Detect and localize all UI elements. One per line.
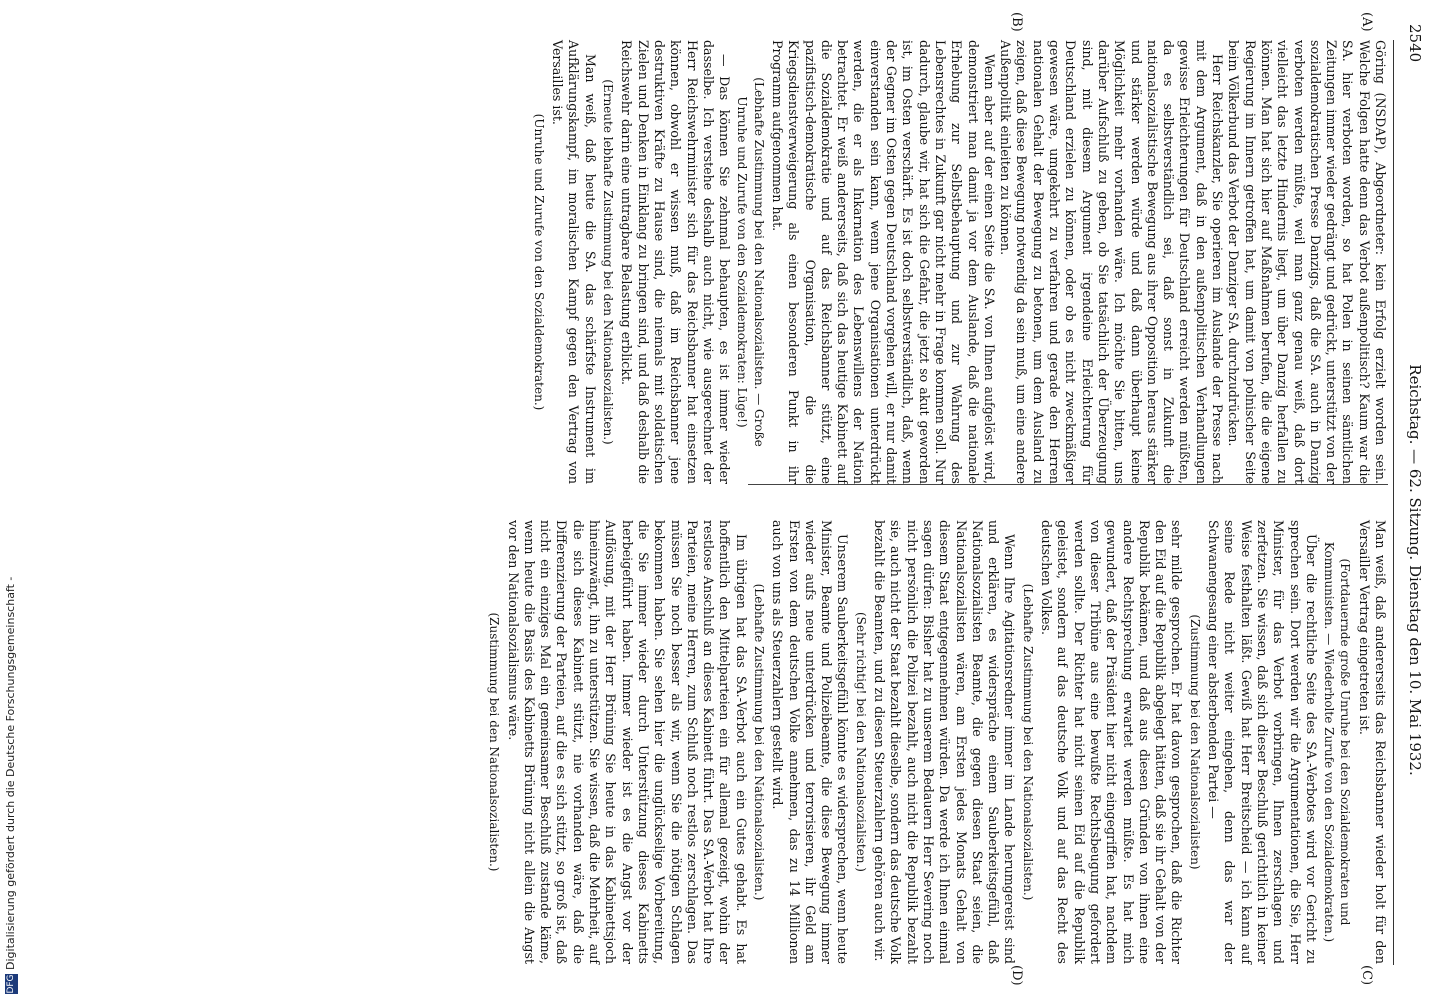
margin-mark-c: (C) [1359, 965, 1374, 986]
header-rule [1393, 40, 1394, 965]
digitization-credit [1, 0, 25, 1000]
right-paragraph: Über die rechtliche Seite des SA.-Verbotes wird vor Gericht zu sprechen sein. Dort werden wir die Argumentationen, die Sie, Herr Minister, für das Verbot vorbringen, Ihnen zerschlagen und zerfetzen. Sie wissen, daß sich dieser Beschluß gerichtlich in keiner Weise festhalten läßt. Gewiß hat Herr Breitscheid — ich kann auf seine Rede nicht weiter eingehen, denn das war der Schwanengesang einer absterbenden Partei — [1206, 520, 1319, 964]
right-reaction: (Fortdauernde große Unruhe bei den Sozialdemokraten und Kommunisten. — Wiederholte Zurufe von den Sozialdemokraten.) [1322, 541, 1353, 943]
page-number: 2540 [1406, 24, 1424, 63]
page-header [1400, 0, 1424, 1000]
left-reaction: (Lebhafte Zustimmung bei den Nationalsozialisten. — Große Unruhe und Zurufe von den Sozialdemokraten: Lüge!) [735, 77, 766, 447]
right-reaction: (Zustimmung bei den Nationalsozialisten.) [487, 612, 502, 872]
left-paragraph: Göring (NSDAP), Abgeordneter: kein Erfolg erzielt worden sein. Welche Folgen hatte denn das Verbot außenpolitisch? Kaum war die SA. hier verboten worden, so hat Polen in seinen sämtlichen Zeitungen immer wieder gedrängt und gedrückt, unterstützt von der sozialdemokratischen Presse Danzigs, daß die SA. auch in Danzig verboten werden müßte, weil man ganz genau weiß, daß dort vielleicht das letzte Hindernis liegt, um über Danzig herfallen zu können. Man hat sich hier auf Maßnahmen berufen, die die eigene Regierung im Innern getroffen hat, um damit von polnischer Seite beim Völkerbund das Verbot der Danziger SA. durchzudrücken. [1226, 40, 1388, 484]
dfg-logo-icon: DFG [6, 974, 16, 994]
left-column [531, 40, 1388, 484]
left-paragraph: Herr Reichskanzler, Sie operieren im Auslande der Presse nach mit dem Argument, daß in den außenpolitischen Verhandlungen gewisse Erleichterungen für Deutschland erreicht werden müßten, da es selbstverständlich sei, daß sonst in Zukunft die nationalsozialistische Bewegung aus ihrer Opposition heraus stärker und stärker werden würde und daß dann überhaupt keine Möglichkeit mehr vorhanden wäre. Ich möchte Sie bitten, uns darüber Aufschluß zu geben, ob Sie tatsächlich der Überzeugung sind, mit diesem Argument irgendeine Erleichterung für Deutschland erzielen zu können, oder ob es nicht zweckmäßiger gewesen wäre, umgekehrt zu verfahren und gerade den Herren nationalen Gehalt der Bewegung zu betonen, um dem Ausland zu zeigen, daß diese Bewegung notwendig da sein muß, um eine andere Außenpolitik einleiten zu können. [998, 40, 1226, 484]
right-paragraph: Man weiß, daß andererseits das Reichsbanner wieder holt für den Versailler Vertrag eingetreten ist. [1356, 520, 1388, 964]
right-paragraph: sehr milde gesprochen. Er hat davon gesprochen, daß die Richter den Eid auf die Republik abgelegt hätten, daß sie ihr Gehalt von der Republik bekämen, und daß aus diesen Gründen von ihnen eine andere Rechtsprechung erwartet werden müßte. Es hat mich gewundert, daß der Präsident hier nicht eingegriffen hat, nachdem von dieser Tribüne aus eine bewußte Rechtsbeugung gefordert werden sollte. Der Richter hat nicht seinen Eid auf die Republik geleistet, sondern auf das deutsche Volk und auf das Recht des deutschen Volkes. [1039, 520, 1185, 964]
right-column [487, 520, 1388, 964]
margin-mark-a: (A) [1359, 12, 1374, 32]
column-divider [748, 484, 1388, 485]
credit-text: Digitalisierung gefördert durch die Deutsche Forschungsgemeinschaft - [4, 576, 17, 970]
left-reaction: (Unruhe und Zurufe von den Sozialdemokraten.) [531, 113, 546, 411]
right-reaction: (Zustimmung bei den Nationalsozialisten) [1187, 614, 1202, 870]
right-reaction: (Lebhafte Zustimmung bei den Nationalsozialisten.) [752, 583, 767, 901]
margin-mark-b: (B) [1009, 12, 1024, 32]
right-paragraph: Im übrigen hat das SA.-Verbot auch ein Gutes gehabt. Es hat hoffentlich den Mittelparteien ein für allemal gezeigt, wohin der restlose Anschluß an dieses Kabinett führt. Das SA.-Verbot hat Ihre Parteien, meine Herren, zum Schluß noch restlos zerschlagen. Das müssen Sie noch besser als wir, wenn Sie die nötigen Schlagen bekommen haben. Sie sehen hier die unglückselige Vorbereitung, die Sie immer wieder durch Unterstützung dieses Kabinetts herbeigeführt haben. Immer wieder ist es die Angst vor der Auflösung, mit der Herr Brüning Sie heute in das Kabinettsjoch hineinzwängt, ihn zu unterstützen. Sie wissen, daß die Mehrheit, auf die sich dieses Kabinett stützt, nie vorhanden wäre, daß die Differenzierung der Parteien, auf die es sich stützt, so groß ist, daß nicht ein einziges Mal ein gemeinsamer Beschluß zustande käme, wenn heute die Basis des Kabinetts Brüning nicht allein die Angst vor den Nationalsozialismus wäre. [505, 520, 749, 964]
left-reaction: (Erneute lebhafte Zustimmung bei den Nationalsozialisten.) [601, 79, 616, 445]
right-paragraph: Unserem Sauberkeitsgefühl könnte es widersprechen, wenn heute Minister, Beamte und Polizeibeamte, die diese Bewegung immer wieder aufs neue unterdrücken und terrorisieren, ihr Geld am Ersten von dem deutschen Volke annehmen, das zu 14 Millionen auch von uns als Steuerzahlern gestellt wird. [770, 520, 851, 964]
margin-mark-d: (D) [1009, 965, 1024, 986]
right-reaction: (Sehr richtig! bei den Nationalsozialisten.) [853, 612, 868, 872]
right-reaction: (Lebhafte Zustimmung bei den Nationalsozialisten.) [1020, 583, 1035, 901]
left-paragraph: — Das können Sie zehnmal behaupten, es ist immer wieder dasselbe. Ich verstehe deshalb auch nicht, wie ausgerechnet der Herr Reichswehrminister sich für das Reichsbanner hat einsetzen können, obwohl er wissen muß, daß im Reichsbanner jene destruktiven Kräfte zu Hause sind, die niemals mit soldatischen Zielen und Denken in Einklang zu bringen sind, und daß deshalb die Reichswehr darin eine untragbare Belastung erblickt. [619, 40, 733, 484]
running-title: Reichstag. — 62. Sitzung. Dienstag den 10. Mai 1932. [1406, 364, 1424, 776]
left-paragraph: Man weiß, daß heute die SA. das schärfste Instrument im Aufklärungskampf, im moralischen Kampf gegen den Vertrag von Versailles ist. [550, 40, 598, 484]
right-paragraph: Wenn Ihre Agitationsredner immer im Lande herumgereist sind und erklären, es widerspräche einem Sauberkeitsgefühl, daß Nationalsozialisten Beamte, die gegen diesen Staat seien, die Nationalsozialisten wären, am Ersten jedes Monats Gehalt von diesem Staat entgegennehmen würden. Da werde ich Ihnen einmal sagen dürfen: Bisher hat zu unserem Bedauern Herr Severing noch nicht persönlich die Polizei bezahlt, auch nicht die Republik bezahlt sie, auch nicht der Staat bezahlt dieselbe, sondern das deutsche Volk bezahlt die Beamten, und zu diesen Steuerzahlern gehören auch wir. [872, 520, 1018, 964]
left-paragraph: Wenn aber auf der einen Seite die SA. von Ihnen aufgelöst wird, demonstriert man damit ja vor dem Auslande, daß die nationale Erhebung zur Selbstbehauptung und zur Wahrung des Lebensrechtes in Zukunft gar nicht mehr in Frage kommen soll. Nur dadurch, glaube wir, hat sich die Gefahr, die jetzt so akut geworden ist, im Osten verschärft. Es ist doch selbstverständlich, daß, wenn der Gegner im Osten gegen Deutschland vorgehen will, er nur damit einverstanden sein kann, wenn jene Organisationen unterdrückt werden, die er als Inkarnation des Lebenswillens der Nation betrachtet. Er weiß andererseits, daß sich das heutige Kabinett auf die Sozialdemokratie und auf das Reichsbanner stützt, eine pazifistisch-demokratische Organisation, die die Kriegsdienstverweigerung als einen besonderen Punkt in ihr Programm aufgenommen hat. [770, 40, 997, 484]
